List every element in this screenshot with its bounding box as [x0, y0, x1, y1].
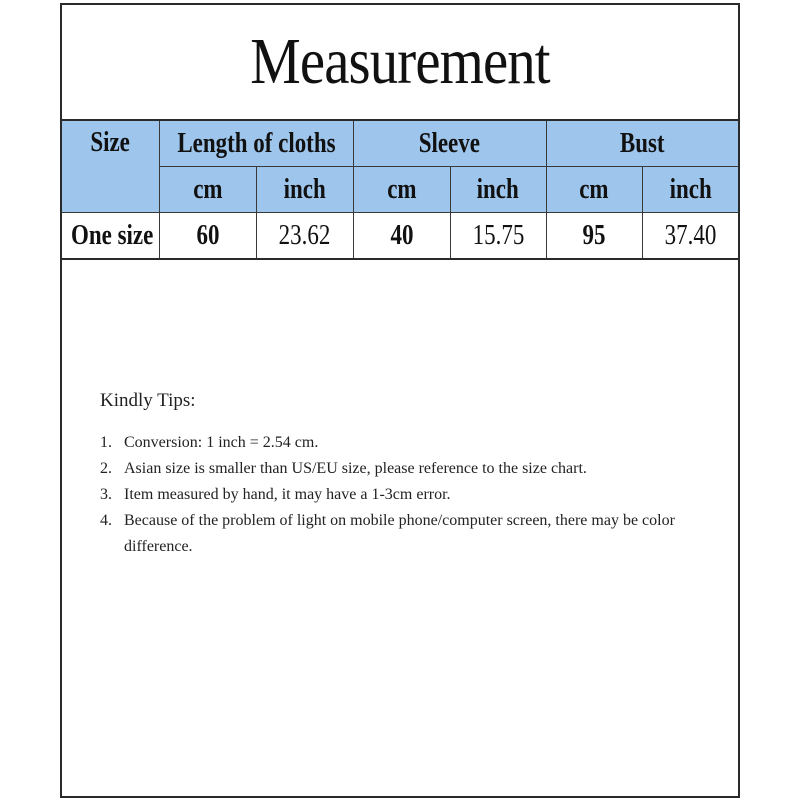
list-item-text: Asian size is smaller than US/EU size, please reference to the size chart. [124, 460, 587, 477]
list-item-text: Because of the problem of light on mobile phone/computer screen, there may be color difference. [124, 512, 675, 555]
measurement-chart [60, 3, 740, 798]
list-item-text: Conversion: 1 inch = 2.54 cm. [124, 434, 319, 451]
list-item-number: 2. [100, 460, 112, 477]
sleeve-header: Sleeve [353, 120, 546, 167]
unit-header-inch: inch [642, 167, 738, 213]
list-item-text: Item measured by hand, it may have a 1-3cm error. [124, 486, 451, 503]
length-header: Length of cloths [159, 120, 353, 167]
sleeve-cm-cell: 40 [353, 213, 450, 260]
list-item-number: 4. [100, 512, 112, 529]
table-header-row [62, 120, 738, 167]
list-item-number: 1. [100, 434, 112, 451]
tips-list [100, 430, 700, 560]
length-inch-cell: 23.62 [256, 213, 353, 260]
sleeve-inch-cell: 15.75 [450, 213, 546, 260]
unit-header-cm: cm [546, 167, 642, 213]
bust-cm-cell: 95 [546, 213, 642, 260]
unit-header-cm: cm [159, 167, 256, 213]
table-row [62, 213, 738, 260]
unit-header-inch: inch [256, 167, 353, 213]
unit-header-cm: cm [353, 167, 450, 213]
list-item [100, 430, 700, 456]
kindly-tips [100, 390, 700, 560]
size-header: Size [62, 120, 159, 213]
tips-title: Kindly Tips: [100, 390, 196, 411]
size-table [62, 119, 738, 260]
list-item [100, 482, 700, 508]
list-item [100, 508, 700, 560]
length-cm-cell: 60 [159, 213, 256, 260]
table-unit-row [62, 167, 738, 213]
page-title: Measurement [250, 25, 550, 98]
list-item-number: 3. [100, 486, 112, 503]
size-cell: One size [62, 213, 159, 260]
unit-header-inch: inch [450, 167, 546, 213]
bust-inch-cell: 37.40 [642, 213, 738, 260]
bust-header: Bust [546, 120, 738, 167]
list-item [100, 456, 700, 482]
